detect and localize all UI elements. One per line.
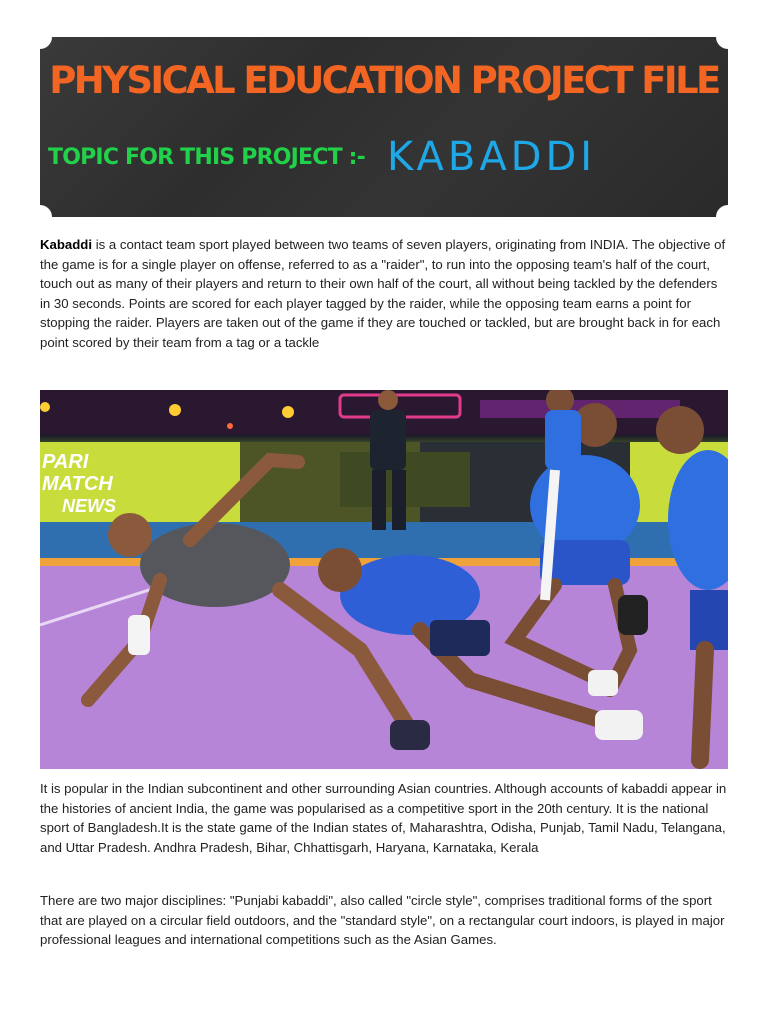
intro-paragraph <box>40 235 728 353</box>
banner-corner-notch <box>40 37 52 49</box>
intro-text: is a contact team sport played between two teams of seven players, originating from INDIA. The objective of the game is for a single player on offense, referred to as a "raider", to run into the opposing team's half of the court, touch out as many of their players and return to their own half of the court, all without being tackled by the defenders in 30 seconds. Points are scored for each player tagged by the raider, while the opposing team earns a point for stopping the raider. Players are taken out of the game if they are touched or tackled, but are brought back in for each point scored by their team from a tag or a tackle <box>40 237 726 350</box>
banner-title: PHYSICAL EDUCATION PROJECT FILE <box>49 59 719 102</box>
banner-corner-notch <box>716 37 728 49</box>
intro-lead-word: Kabaddi <box>40 237 93 252</box>
topic-label: TOPIC FOR THIS PROJECT :- <box>48 144 365 170</box>
banner-corner-notch <box>40 205 52 217</box>
title-banner <box>40 37 728 217</box>
kabaddi-match-photo <box>40 390 728 769</box>
banner-topic-line <box>48 127 728 187</box>
topic-value: KABADDI <box>386 134 597 180</box>
banner-corner-notch <box>716 205 728 217</box>
disciplines-paragraph: There are two major disciplines: "Punjabi kabaddi", also called "circle style", comprises traditional forms of the sport that are played on a circular field outdoors, and the "standard style", on a rectangular court indoors, is played in major professional leagues and international competitions such as the Asian Games. <box>40 893 725 948</box>
board-text-news: NEWS <box>62 496 116 516</box>
board-text-pari: PARI <box>42 451 89 473</box>
popularity-paragraph: It is popular in the Indian subcontinent and other surrounding Asian countries. Although accounts of kabaddi appear in the histories of ancient India, the game was popularised as a competitive sport in the 20th century. It is the national sport of Bangladesh.It is the state game of the Indian states of, Maharashtra, Odisha, Punjab, Tamil Nadu, Telangana, and Uttar Pradesh. Andhra Pradesh, Bihar, Chhattisgarh, Haryana, Karnataka, Kerala <box>40 781 727 855</box>
board-text-match: MATCH <box>42 473 113 495</box>
